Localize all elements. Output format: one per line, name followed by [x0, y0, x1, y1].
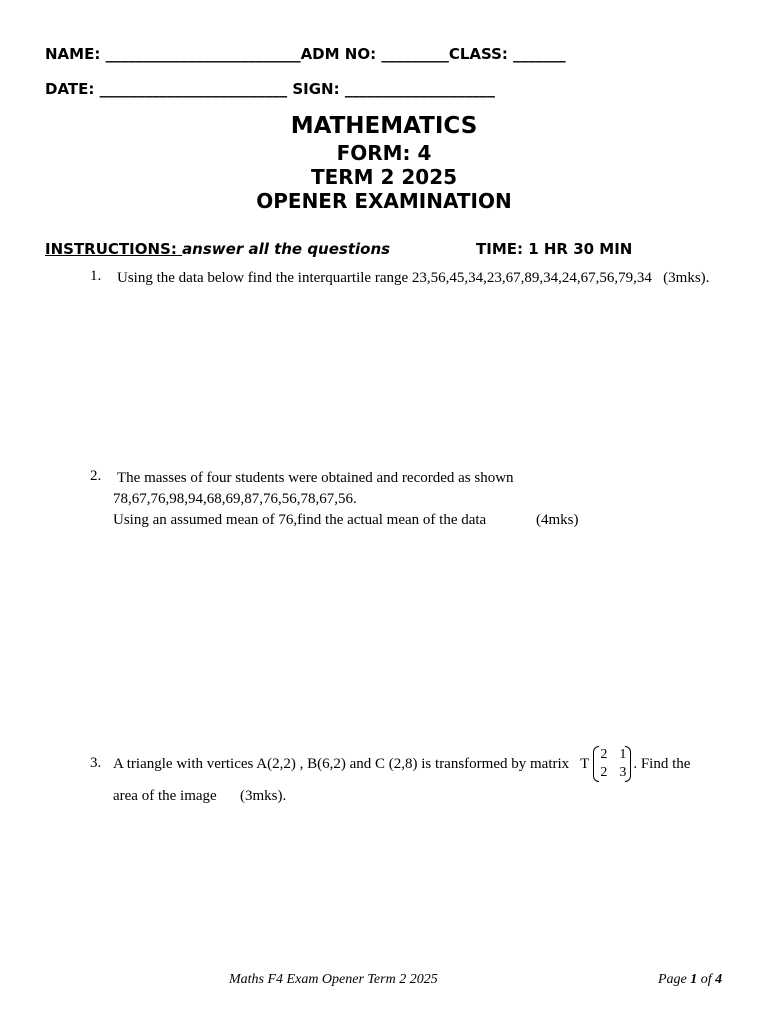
question-2-line2: 78,67,76,98,94,68,69,87,76,56,78,67,56. — [113, 491, 357, 507]
question-3-marks: (3mks). — [240, 788, 287, 804]
footer-title: Maths F4 Exam Opener Term 2 2025 — [229, 972, 438, 987]
matrix-cell: 1 — [619, 747, 627, 762]
time-allowed: TIME: 1 HR 30 MIN — [476, 240, 633, 258]
sign-label: SIGN: — [287, 80, 345, 98]
question-1 — [117, 268, 709, 289]
page-number — [658, 972, 722, 988]
name-row — [45, 45, 566, 63]
question-3-text-after: . Find the — [633, 755, 691, 772]
date-row — [45, 80, 495, 98]
matrix-left-bracket — [593, 746, 599, 782]
question-3-text: A triangle with vertices A(2,2) , B(6,2) and C (2,8) is transformed by matrix — [113, 755, 570, 772]
exam-title: OPENER EXAMINATION — [256, 189, 512, 213]
question-1-text: Using the data below find the interquartile range 23,56,45,34,23,67,89,34,24,67,56,79,34 — [117, 270, 652, 286]
of-word: of — [697, 972, 716, 987]
page-total: 4 — [715, 972, 723, 987]
form-title: FORM: 4 — [336, 141, 432, 165]
question-3-number: 3. — [90, 755, 102, 771]
question-1-number: 1. — [90, 268, 102, 284]
question-3-line2: area of the image — [113, 788, 217, 804]
name-blank: __________________________ — [105, 45, 301, 63]
date-label: DATE: — [45, 80, 100, 98]
question-2-line1: The masses of four students were obtained and recorded as shown — [117, 470, 514, 486]
transformation-matrix — [593, 746, 631, 782]
question-1-marks: (3mks). — [663, 270, 710, 286]
question-2-line3: Using an assumed mean of 76,find the actual mean of the data — [113, 512, 487, 528]
matrix-label: T — [580, 755, 590, 772]
question-2-number: 2. — [90, 468, 102, 484]
matrix-cell: 2 — [600, 747, 608, 762]
sign-blank: ____________________ — [344, 80, 495, 98]
instructions-text: answer all the questions — [182, 240, 391, 258]
matrix-cell: 2 — [600, 765, 608, 780]
term-title: TERM 2 2025 — [310, 165, 458, 189]
adm-label: ADM NO: — [300, 45, 382, 63]
page-word: Page — [658, 972, 691, 987]
adm-blank: _________ — [381, 45, 449, 63]
class-blank: _______ — [513, 45, 566, 63]
matrix-cell: 3 — [619, 765, 627, 780]
subject-title: MATHEMATICS — [290, 113, 478, 139]
question-3-line1 — [113, 744, 690, 784]
name-label: NAME: — [45, 45, 106, 63]
instructions-label: INSTRUCTIONS: — [45, 240, 183, 258]
date-blank: _________________________ — [99, 80, 288, 98]
question-2-marks: (4mks) — [536, 512, 579, 528]
instructions — [45, 240, 390, 258]
page-current: 1 — [690, 972, 698, 987]
class-label: CLASS: — [448, 45, 514, 63]
